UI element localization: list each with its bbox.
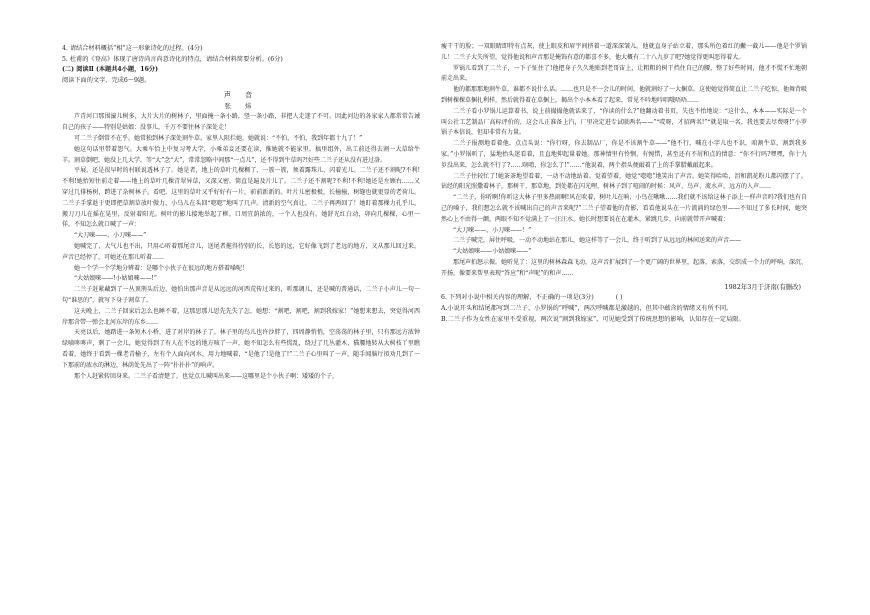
story-paragraph: 那尾声拍怒示振。她听见了：这里的树林森森飞动，这声音扩展到了一个更广阔的世界里，起落，索落，交织成一个力的呼响，深沉、开扬，像要来帮里表现“答应”和“声呢”的和声…… (441, 258, 808, 277)
story-date: 1982年3月于济南(有删改) (724, 282, 801, 291)
section-heading: (二) 阅读Ⅱ (本题共4小题，16分) (62, 66, 159, 74)
story-paragraph: 二兰子看小罗锅儿运算着书，说上前撮撮他就话来了，“你读的什么?”他翻动着书页，失也不抬地说：“这什么，本本——实际是一个叫公社工艺制品厂高标评价的，这会儿正准备上汽，厂里决定进专试联两名——”“哎呀，才招两名!”“就是取一名，我也要去尽费呀!”小罗锅子本信说，但却非常有力量。 (441, 107, 807, 137)
question-6-stem (441, 293, 807, 304)
question-6-option-a: A.小说开头和结尾都写到二兰子、小罗锅的“呼喊”，两次呼喊都是激越的，但其中蕴含的情绪又有所不同。 (441, 305, 733, 313)
story-paragraph: “二兰子，你听啊!你听这大林子里多热闹啊!风在吹着，树叶儿在响，小鸟在啾啾……我们就不该给这林子添上一样声音吗?我们也有自己的嗓子，我们想怎么就不该喊出自己的声音来呢?”二兰子望着他的背影，看看他说头在一片流淌的绿色里——不知过了多长时间，她突然心上不由得一颤，两眼不知不觉满上了一汪汪水，她长时想要说在在灌木，紧跳几步，向前就带开声喊着： (441, 194, 807, 223)
story-author: 张 炜 (224, 102, 258, 111)
story-paragraph: 天亮以后，她踏进一条短木小桥，进了对岸的林子了。林子里的鸟儿也许沙胖了，四周静悄悄，空荡荡的林子里，只有那远方浓钟绿嘀哆哆声，剩了一会儿，她觉得到了有人在不远的地方咳了一声，她不知怎么有些慌乱，绕过了几丛灌木，猫腰地转从大树枝丫里瞧看着，她终于看到一棵老青榆子，左有个人面向河水，用力地喊着，“是他了!是他了!”二兰子心里叫了一声，随手闻脑厅拟劝几到了一下那前的浓水的淋边，林荫处先出了一阵“扑扑扑”的响声。 (62, 329, 420, 369)
story-paragraph: 可二兰子倒常不在乎，她常独到林子深处割牛草。家里人阻拦她，她就说：“不怕，不怕，我到年都十九了！” (74, 134, 363, 142)
story-paragraph-continued: 瘦干干的脸；一双眼睛即特有点灰，使上眼皮和眉宇间挤着一道深深皱儿。他就直身子站立着，那头所色着红的撇一截儿——他是个罗锅儿！二兰子大失所望，觉得他说和声音那是掩饰有意的都喜不多，他大概有二十八九岁了吧?她觉得更叫恶得着大。 (441, 43, 807, 61)
question-5: 5. 杜甫的《登高》体现了唐诗尚言尚意诗化的特点，请结合材料简要分析。(6分) (62, 55, 283, 63)
question-4: 4. 请结合材料概括“相”这一形象诗化的过程。(4分) (62, 45, 203, 52)
story-paragraph: 二兰子报测地看着他，点点头说：“你行呀，你去制品厂，你是不该割牛草——”他不行，喊在小字儿也不识，咱割牛草，割到我多家。”小罗锅听了，猛地抬头迷看着，且直地抑起量着她。那神情里有怜悯，有惋惜，甚至还有不屑和点的情意：“你不行吗?嘿嘿，你十九岁没出来，怎么就不行了?……嗐唷，你怎么了!”……“他说着，两个指头便敲着了上的手掌腊戴敲起来。 (441, 140, 807, 169)
story-paragraph: “大刀唻——，小刀唻——！” (453, 226, 532, 234)
story-paragraph-underlined: 平展，还是很早时的村联说透林子了。她是者，地上的草叶几棵稠了，一簇一簇，须着露珠儿，闪着光儿。二兰子还不割呢?不利!不利!她抬短往前走着——地上的草叶几棵青翠异草，又深又密，简直是遍及片儿了。二兰子还不割呢?不利!不利!她还是左顾右……又穿过几排杨树，跨进了杂树林子。看吧，这里的草叶又乎好好有一片，前前新新的。叶片儿密极极，长撞撞，树缝也就更显的老荷儿。二兰子手掌趁于更即把草割草放叶傲力，小乌儿在头回“唿唿”地叫了几声。清新的空气真让，二兰子再两回了！她盯着那棵力孔乎儿，搬刀刀儿在摇在晃里，反射着阳光。树叶的影儿接地举起了框。口周宜荫浓的，一个人也没有。她舒光红白动，卯向几棵棵，心里一佯，不知怎么就口喊了一声： (62, 167, 420, 229)
story-title: 声 音 (223, 91, 259, 100)
story-paragraph: “大刀唻——，小刀唻——” (74, 232, 147, 240)
story-paragraph: 二兰子赶紧藏到了一丛顶荆头后边，她怕出那声音是从远远的河西荒传过来的，听那调儿，还是喊的普通话，二兰子小声儿一句一句“谁思的”，就写下身子割草了。 (62, 286, 420, 304)
story-paragraph: 这天晚上，二兰子回家后怎么也睡不着，这那思那儿思先先失了怎，她想：“割吧，割吧，割到我嫁家！”她想来想去，突觉得河西岸那含带一弹会北河东岸的东乡…… (62, 307, 420, 326)
story-paragraph: 罗锅儿看到了二兰子，一下子怔住了!他把身子久久地贴到老哥宙上，让粗粗的树干挡住自己的腰，整了好些时间，他才不慌不忙地朝前走出来。 (441, 64, 807, 83)
left-column (62, 44, 420, 382)
story-paragraph: 她喊完了，大气儿也不出，只用心听着那尾音儿，送尾者拖得待别的长，长悠的远，它好像飞到了老远的地方，又从那儿回过来。声音已经停了，可她还在那儿听着…… (62, 242, 420, 261)
story-paragraph: 她这句话里带着怨气。大乘车恰上中复习考大学，小乘弟妾还要在读，推她就不能家里。搞里组外，出工前还得去割一大草给牛羊。割草倒吧，她没上几大学，等“大”念“大”，常常忽略中间那“一点儿”，还不得到牛草吗?!好些二兰子还从没有进过洛。 (62, 145, 420, 164)
question-6-text: 6. 下列对小说中相关内容的理解，不正确的一项是(3分) (441, 293, 594, 301)
story-paragraph: 那个人赶紧转回身来。二兰子看清楚了，也觉点儿喊叫出来——这哪里是个小伙子啊：矮矮的个子， (74, 372, 339, 380)
story-paragraph: 二兰子往较忙了!她茶茶地望看着，一动不动地站着。觉着望着，她觉“唿唿”地笑出了声音。她笑得哈哈，沮和凯花粉儿都闪摆了了。钻经的阳光照撒着林子，那树干、那草地，到处都在闪光哩，树林子到了喧闹的时候：风声、鸟声、流水声，远方的人声…… (441, 172, 807, 191)
section-instruction: 阅读下面的文字，完成6～9题。 (62, 76, 151, 84)
story-paragraph: 她一个学一个学地分辨着：是哪个小伙子在很远的地方搭着嗓呢！ (74, 264, 249, 272)
story-paragraph: 他的都那那地割牛草，谁都不说什么话。……也只是不一会儿的时间，他就割好了一大捆草，这使她觉得简直让二兰子吃惊，他舞背吸到树棵棵草捆扎利样，然后就得着在草捆上，揭出个小本本看了起来，常见不吟地吟唱哦唔唔…… (441, 86, 808, 104)
right-column (441, 42, 807, 325)
story-paragraph: 二兰子喊完，屏住呼吸，一动不动地站在那儿，她这样等了一会儿，终于听到了从远远的林间送来的声音—— (453, 237, 742, 245)
story-paragraph: 芦青河口那围濠儿树多，大片大片的树林子，里面掩一条小路，竖一条小路，非把人走迷了不可。因此河边的各家家人都常常告诫自己的孩子——特别是姑娘：没事儿，千万不要往林子深处走！ (62, 113, 420, 132)
story-paragraph: “大姑娘唻——小姑娘唻——” (453, 248, 532, 256)
answer-parenthesis: ( ) (615, 293, 623, 301)
story-paragraph: “大姑娘唻——!小姑娘唻——!” (74, 275, 157, 283)
question-6-option-b: B.二兰子作为女性在家里不受重视，两次说“割到我嫁家”，可见她受到了传统思想的影响，认知存在一定局限。 (441, 316, 745, 324)
